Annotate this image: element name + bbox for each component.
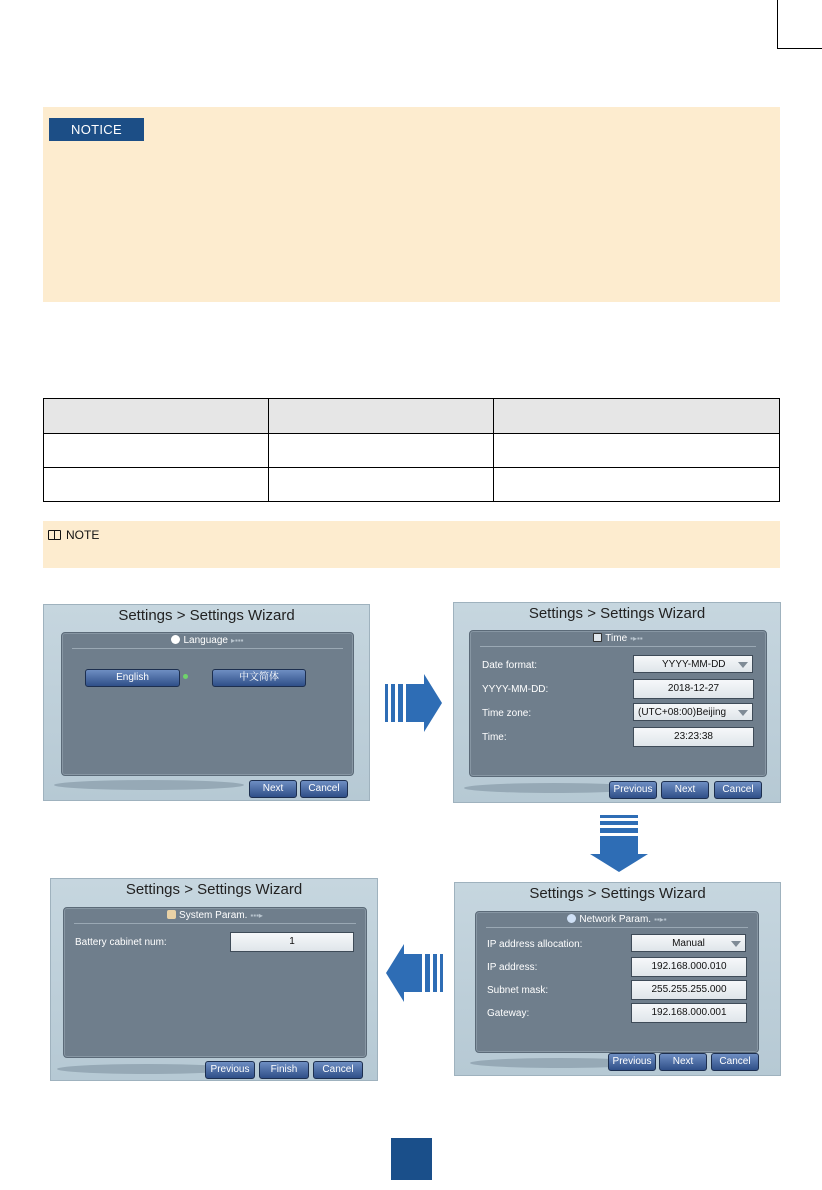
selected-indicator-icon (183, 674, 188, 679)
panel-heading-label: Language (183, 635, 228, 646)
screen-title: Settings > Settings Wizard (118, 607, 295, 624)
chevron-down-icon (738, 710, 748, 716)
time-input[interactable]: 23:23:38 (633, 727, 754, 747)
table-cell (269, 468, 494, 502)
panel-heading-label: Network Param. (579, 914, 652, 925)
screen-title: Settings > Settings Wizard (125, 881, 303, 898)
cancel-button[interactable]: Cancel (711, 1053, 759, 1071)
table-cell (494, 434, 780, 468)
next-button[interactable]: Next (659, 1053, 707, 1071)
panel-heading-label: Time (605, 633, 628, 644)
screen-title: Settings > Settings Wizard (528, 605, 706, 622)
chevron-down-icon (738, 662, 748, 668)
ip-allocation-value: Manual (672, 938, 705, 949)
chinese-button[interactable]: 中文简体 (212, 669, 306, 687)
panel-heading (72, 633, 343, 649)
gateway-label: Gateway: (487, 1008, 530, 1019)
progress-dots-icon: ▸▪▪▪ (230, 636, 244, 645)
system-panel (63, 907, 367, 1058)
cancel-button[interactable]: Cancel (714, 781, 762, 799)
cancel-button[interactable]: Cancel (313, 1061, 363, 1079)
book-icon (48, 530, 61, 540)
network-panel (475, 911, 759, 1053)
progress-dots-icon: ▪▪▸▪ (654, 915, 667, 924)
table-row (44, 468, 780, 502)
cancel-button[interactable]: Cancel (300, 780, 348, 798)
gateway-input[interactable]: 192.168.000.001 (631, 1003, 747, 1023)
date-input[interactable]: 2018-12-27 (633, 679, 754, 699)
table-cell (44, 434, 269, 468)
notice-box (43, 107, 780, 302)
panel-heading (74, 908, 356, 924)
time-panel (469, 630, 767, 777)
table-header-cell (44, 399, 269, 434)
table-cell (269, 434, 494, 468)
crop-mark-horizontal (777, 48, 822, 49)
panel-heading-label: System Param. (179, 910, 248, 921)
note-tag (48, 528, 99, 542)
panel-heading (486, 912, 748, 928)
table-cell (44, 468, 269, 502)
subnet-mask-label: Subnet mask: (487, 985, 549, 996)
table-header-row (44, 399, 780, 434)
previous-button[interactable]: Previous (609, 781, 657, 799)
previous-button[interactable]: Previous (608, 1053, 656, 1071)
arrow-left-icon (384, 944, 444, 1002)
language-screen (43, 604, 370, 801)
time-zone-select[interactable] (633, 703, 753, 721)
screen-title: Settings > Settings Wizard (529, 885, 706, 902)
ip-allocation-label: IP address allocation: (487, 939, 583, 950)
table-header-cell (269, 399, 494, 434)
parameter-table (43, 398, 780, 502)
next-button[interactable]: Next (249, 780, 297, 798)
english-button[interactable]: English (85, 669, 180, 687)
date-format-select[interactable] (633, 655, 753, 673)
panel-shadow (54, 780, 244, 790)
ip-address-input[interactable]: 192.168.000.010 (631, 957, 747, 977)
date-format-value: YYYY-MM-DD (662, 659, 726, 670)
network-screen (454, 882, 781, 1076)
date-label: YYYY-MM-DD: (482, 684, 549, 695)
progress-dots-icon: ▪▪▪▸ (250, 911, 263, 920)
system-screen (50, 878, 378, 1081)
battery-cabinet-label: Battery cabinet num: (75, 937, 167, 948)
note-box (43, 521, 780, 568)
network-icon (567, 914, 576, 923)
chevron-down-icon (731, 941, 741, 947)
arrow-right-icon (384, 674, 444, 732)
ip-address-label: IP address: (487, 962, 538, 973)
time-screen (453, 602, 781, 803)
panel-heading (480, 631, 756, 647)
next-button[interactable]: Next (661, 781, 709, 799)
ip-allocation-select[interactable] (631, 934, 746, 952)
time-zone-label: Time zone: (482, 708, 532, 719)
arrow-down-icon (590, 814, 648, 874)
crop-mark-vertical (777, 0, 778, 48)
table-row (44, 434, 780, 468)
date-format-label: Date format: (482, 660, 538, 671)
battery-cabinet-input[interactable]: 1 (230, 932, 354, 952)
subnet-mask-input[interactable]: 255.255.255.000 (631, 980, 747, 1000)
previous-button[interactable]: Previous (205, 1061, 255, 1079)
calendar-icon (593, 633, 602, 642)
table-header-cell (494, 399, 780, 434)
globe-icon (171, 635, 180, 644)
time-label: Time: (482, 732, 507, 743)
finish-button[interactable]: Finish (259, 1061, 309, 1079)
note-label: NOTE (66, 528, 100, 542)
time-zone-value: (UTC+08:00)Beijing (638, 707, 727, 718)
language-panel (61, 632, 354, 776)
system-icon (167, 910, 176, 919)
progress-dots-icon: ▪▸▪▪ (630, 634, 643, 643)
notice-tag: NOTICE (49, 118, 144, 141)
page-number-tab (391, 1138, 432, 1180)
table-cell (494, 468, 780, 502)
